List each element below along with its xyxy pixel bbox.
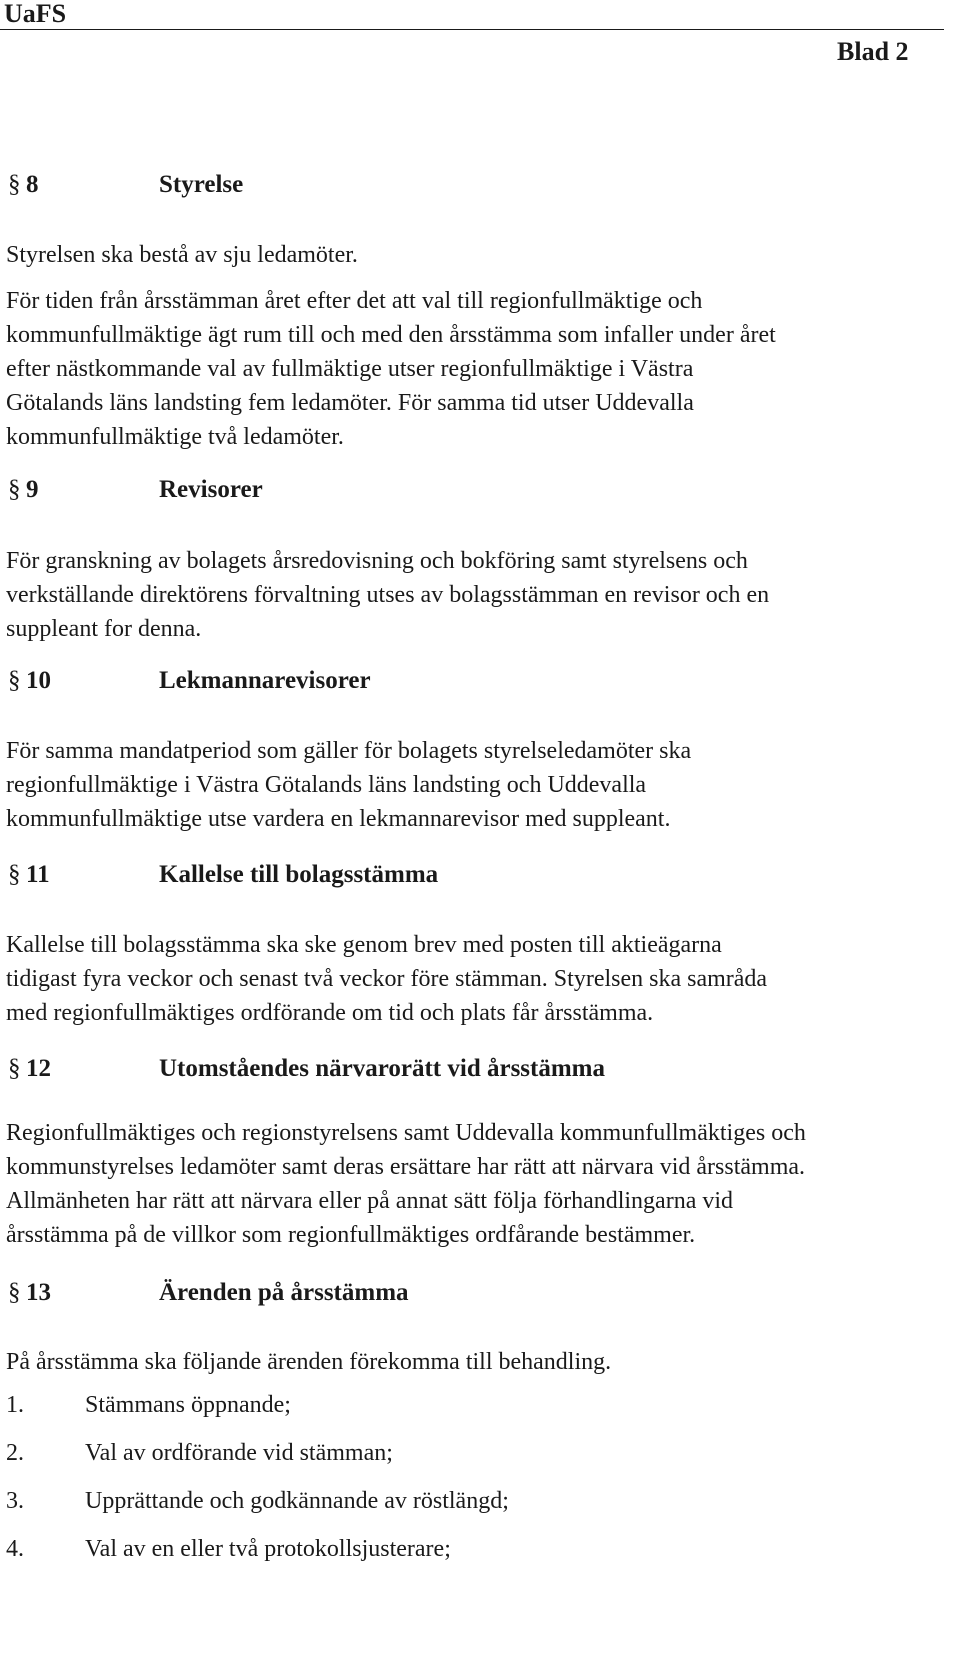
header-page-number: Blad 2 xyxy=(837,37,909,66)
list-item-number: 2. xyxy=(6,1440,24,1466)
section-number: 12 xyxy=(26,1055,51,1082)
section-number: 13 xyxy=(26,1279,51,1306)
text-line: Styrelsen ska bestå av sju ledamöter. xyxy=(6,242,358,268)
section-sign: § xyxy=(8,667,21,694)
text-line: Götalands läns landsting fem ledamöter. För samma tid utser Uddevalla xyxy=(6,390,694,416)
list-item xyxy=(6,1484,509,1518)
text-line: För samma mandatperiod som gäller för bolagets styrelseledamöter ska xyxy=(6,738,692,764)
header-org-name: UaFS xyxy=(4,0,67,28)
list-item-number: 1. xyxy=(6,1392,24,1418)
section-paragraph xyxy=(6,238,946,272)
text-line: med regionfullmäktiges ordförande om tid och plats får årsstämma. xyxy=(6,1000,654,1026)
section-title: Utomståendes närvarorätt vid årsstämma xyxy=(159,1055,606,1082)
text-line: suppleant for denna. xyxy=(6,616,202,642)
text-line: årsstämma på de villkor som regionfullmäktiges ordfårande bestämmer. xyxy=(6,1222,696,1248)
list-item-text: Stämmans öppnande; xyxy=(85,1392,291,1418)
text-line: För tiden från årsstämman året efter det att val till regionfullmäktige och xyxy=(6,288,703,314)
text-line: kommunstyrelses ledamöter samt deras ersättare har rätt att närvara vid årsstämma. xyxy=(6,1154,806,1180)
section-sign: § xyxy=(8,476,21,503)
section-number: 11 xyxy=(26,861,50,888)
section-heading xyxy=(8,666,371,696)
section-title: Styrelse xyxy=(159,171,244,198)
section-sign: § xyxy=(8,171,21,198)
section-sign: § xyxy=(8,1055,21,1082)
list-item-text: Val av en eller två protokollsjusterare; xyxy=(85,1536,451,1562)
header-divider xyxy=(0,29,944,30)
text-line: tidigast fyra veckor och senast två veckor före stämman. Styrelsen ska samråda xyxy=(6,966,768,992)
list-item xyxy=(6,1388,291,1422)
list-item xyxy=(6,1436,393,1470)
section-sign: § xyxy=(8,1279,21,1306)
section-heading xyxy=(8,860,438,890)
section-paragraph xyxy=(6,734,946,836)
list-item-text: Val av ordförande vid stämman; xyxy=(85,1440,393,1466)
section-title: Revisorer xyxy=(159,476,263,503)
section-heading xyxy=(8,1054,605,1084)
text-line: kommunfullmäktige ägt rum till och med den årsstämma som infaller under året xyxy=(6,322,776,348)
section-sign: § xyxy=(8,861,21,888)
section-heading xyxy=(8,475,263,505)
text-line: Kallelse till bolagsstämma ska ske genom brev med posten till aktieägarna xyxy=(6,932,722,958)
text-line: kommunfullmäktige utse vardera en lekmannarevisor med suppleant. xyxy=(6,806,671,832)
section-number: 8 xyxy=(26,171,39,198)
section-title: Kallelse till bolagsstämma xyxy=(159,861,439,888)
list-item-number: 4. xyxy=(6,1536,24,1562)
section-title: Ärenden på årsstämma xyxy=(159,1279,409,1306)
text-line: kommunfullmäktige två ledamöter. xyxy=(6,424,344,450)
list-item-text: Upprättande och godkännande av röstlängd; xyxy=(85,1488,509,1514)
section-heading xyxy=(8,1278,409,1308)
section-number: 10 xyxy=(26,667,51,694)
section-paragraph xyxy=(6,284,946,454)
section-paragraph xyxy=(6,544,946,646)
text-line: För granskning av bolagets årsredovisning och bokföring samt styrelsens och xyxy=(6,548,748,574)
text-line: regionfullmäktige i Västra Götalands läns landsting och Uddevalla xyxy=(6,772,647,798)
text-line: Allmänheten har rätt att närvara eller på annat sätt följa förhandlingarna vid xyxy=(6,1188,734,1214)
list-item xyxy=(6,1532,451,1566)
section-title: Lekmannarevisorer xyxy=(159,667,371,694)
section-paragraph xyxy=(6,928,946,1030)
text-line: Regionfullmäktiges och regionstyrelsens samt Uddevalla kommunfullmäktiges och xyxy=(6,1120,806,1146)
list-item-number: 3. xyxy=(6,1488,24,1514)
section-paragraph xyxy=(6,1116,946,1252)
section-paragraph xyxy=(6,1345,946,1379)
section-heading xyxy=(8,170,243,200)
section-number: 9 xyxy=(26,476,39,503)
text-line: På årsstämma ska följande ärenden förekomma till behandling. xyxy=(6,1349,612,1375)
text-line: verkställande direktörens förvaltning utses av bolagsstämman en revisor och en xyxy=(6,582,770,608)
text-line: efter nästkommande val av fullmäktige utser regionfullmäktige i Västra xyxy=(6,356,694,382)
